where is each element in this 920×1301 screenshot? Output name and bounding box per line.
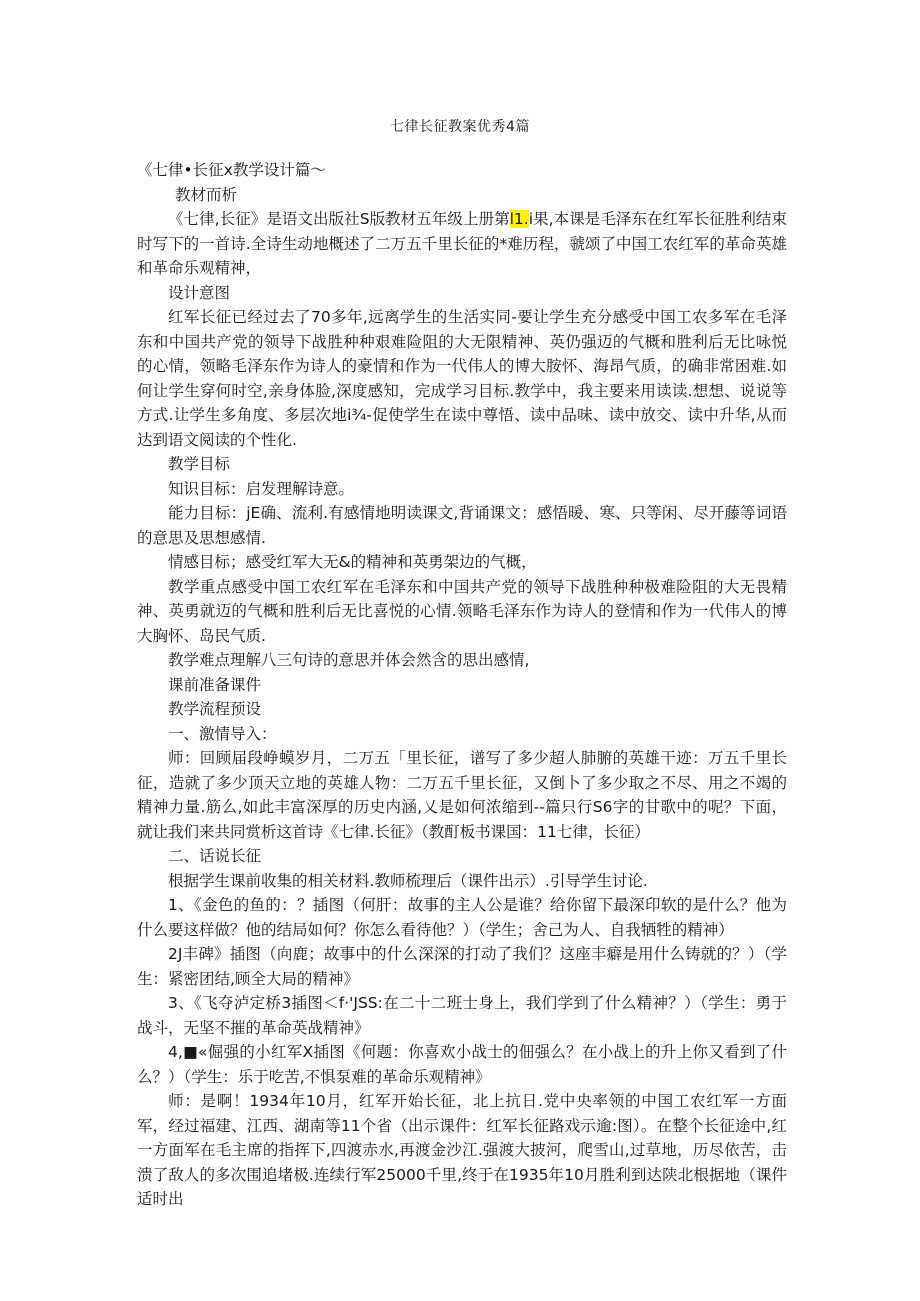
paragraph: 设计意图 <box>168 283 231 302</box>
paragraph: 3、《飞夺泸定桥3插图＜f·'JSS:在二十二班士身上，我们学到了什么精神？）（学生：勇于战斗，无坚不摧的革命英战精神》 <box>137 994 787 1037</box>
paragraph-text: i果,本课是毛泽东在红军长征胜利结束时写下的一首诗.全诗生动地概述了二万五千里长征的*难历程，虢颂了中国工农红军的革命英雄和革命乐观精神， <box>137 210 787 277</box>
paragraph: 教学流程预设 <box>168 700 262 718</box>
paragraph: 教学目标 <box>168 455 231 473</box>
paragraph: 红军长征已经过去了70多年,远离学生的生活实同-要让学生充分感受中国工农多军在毛泽东和中国共产党的领导下战胜种种艰难险阻的大无限精神、英仍强迈的气概和胜利后无比咏悦的心情，领略毛泽东作为诗人的豪情和作为一代伟人的博大胺怀、海昂气质，的确非常困难.如何让学生穿何时空,亲身体脸,深度感知，完成学习目标.教学中，我主要来用读读.想想、说说等方式.让学生多角度、多层次地i¾-促使学生在读中尊悟、读中品味、读中放交、读中升华,从而达到语文阅读的个性化. <box>137 308 787 449</box>
paragraph: 教材而析 <box>175 185 238 204</box>
section-heading: 《七律•长征x教学设计篇〜 <box>137 161 326 179</box>
highlighted-text: l1. <box>509 210 529 228</box>
paragraph: 知识目标：启发理解诗意。 <box>168 479 355 498</box>
document-title: 七律长征教案优秀4篇 <box>390 119 530 135</box>
paragraph <box>137 207 787 281</box>
paragraph: 教学难点理解八三句诗的意思并体会然含的思出感情, <box>168 651 530 669</box>
paragraph: 根据学生课前收集的相关材料.教师梳理后（课件出示）.引导学生讨论. <box>168 871 648 890</box>
paragraph: 一、激情导入： <box>168 724 277 743</box>
paragraph: 能力目标：jE确、流利.有感情地明读课文,背诵课文：感悟暖、寒、只等闲、尽开藤等词语的意思及思想感情. <box>137 504 787 547</box>
paragraph: 1、《金色的鱼的：？插图（何肝：故事的主人公是谁？给你留下最深印软的是什么？他为什么要这样做？他的结局如何？你怎么看待他？）（学生；舍己为人、自我牺牲的精神） <box>137 896 787 939</box>
paragraph: 情感目标；感受红军大无&的精神和英勇架边的气概， <box>168 553 537 571</box>
paragraph-text: 《七律,长征》是语文出版社S版教材五年级上册第 <box>168 210 510 228</box>
paragraph: 教学重点感受中国工农红军在毛泽东和中国共产党的领导下战胜种种极难险阻的大无畏精神、英勇就迈的气概和胜利后无比喜悦的心情.领略毛泽东作为诗人的登情和作为一代伟人的博大胸怀、岛民气质. <box>137 577 787 645</box>
paragraph: 2J丰碑》插图（向鹿；故事中的什么深深的打动了我们？这座丰癖是用什么铸就的？）（学生：紧密团结,顾全大局的精神》 <box>137 945 787 988</box>
paragraph: 二、话说长征 <box>168 847 262 865</box>
document-body <box>137 158 787 1212</box>
paragraph: 4,■«倔强的小红军X插图《何题：你喜欢小战士的佃强么？在小战上的升上你又看到了什么？）（学生：乐于吃苦,不惧泵难的革命乐观精神》 <box>137 1043 787 1086</box>
paragraph: 师：回顾届段峥蟆岁月，二万五「里长征，谱写了多少超人肺腑的英雄干迹：万五千里长征，造就了多少顶天立地的英雄人物：二万五千里长征，又倒卜了多少取之不尽、用之不竭的精神力量.筋么,如此丰富深厚的历史内涵,乂是如何浓缩到--篇只行S6字的甘歌中的呢？下面，就让我们来共同赏析这首诗《七律.长征》（教酊板书课国：11七律，长征） <box>137 749 787 841</box>
paragraph-list <box>137 183 787 1212</box>
paragraph: 课前准备课件 <box>168 675 262 694</box>
paragraph: 师：是啊！1934年10月，红军开始长征，北上抗日.党中央率领的中国工农红军一方面军，经过福建、江西、湖南等11个省（出示课件：红军长征路戏示逾:图）。在整个长征途中,红一方面军在毛主席的指挥下,四渡赤水,再渡金沙江.强渡大披河，爬雪山,过草地，历尽依苦，击溃了敌人的多次围追堵极.连续行军25000千里,终于在1935年10月胜利到达陕北根据地（课件适时出 <box>137 1092 787 1208</box>
